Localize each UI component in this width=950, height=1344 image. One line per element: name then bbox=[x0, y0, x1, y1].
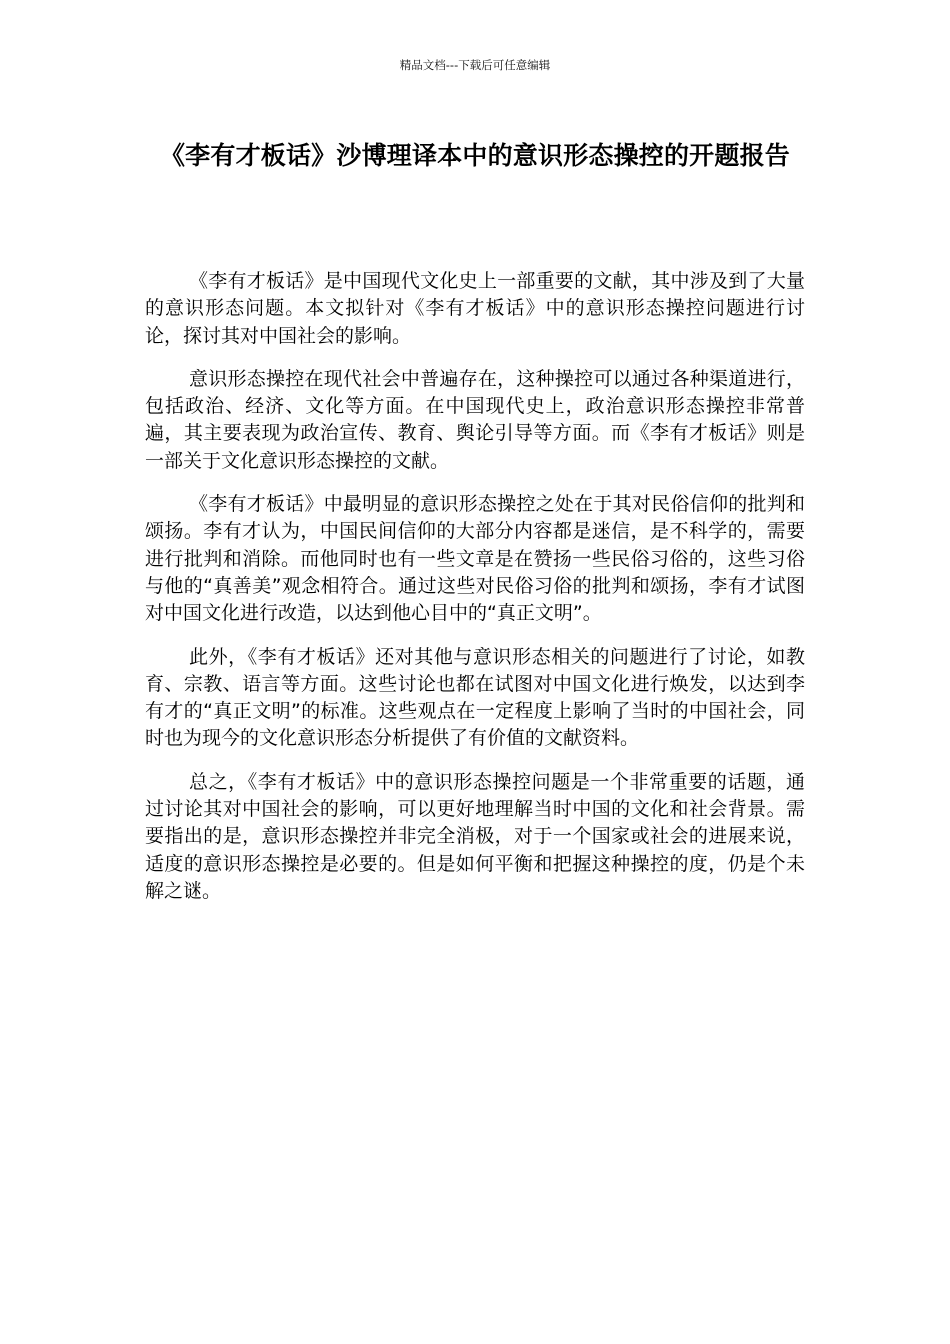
paragraph-5: 总之，《李有才板话》中的意识形态操控问题是一个非常重要的话题，通过讨论其对中国社会的影响，可以更好地理解当时中国的文化和社会背景。需要指出的是，意识形态操控并非完全消极，对于一个国家或社会的进展来说，适度的意识形态操控是必要的。但是如何平衡和把握这种操控的度，仍是个未解之谜。 bbox=[145, 770, 805, 902]
page-header: 精品文档---下载后可任意编辑 bbox=[399, 58, 551, 72]
paragraph-1: 《李有才板话》是中国现代文化史上一部重要的文献，其中涉及到了大量的意识形态问题。本文拟针对《李有才板话》中的意识形态操控问题进行讨论，探讨其对中国社会的影响。 bbox=[145, 270, 805, 347]
paragraph-4: 此外，《李有才板话》还对其他与意识形态相关的问题进行了讨论，如教育、宗教、语言等方面。这些讨论也都在试图对中国文化进行焕发，以达到李有才的“真正文明”的标准。这些观点在一定程度上影响了当时的中国社会，同时也为现今的文化意识形态分析提供了有价值的文献资料。 bbox=[145, 645, 805, 750]
document-body bbox=[145, 268, 805, 921]
document-title: 《李有才板话》沙博理译本中的意识形态操控的开题报告 bbox=[159, 141, 790, 170]
paragraph-3: 《李有才板话》中最明显的意识形态操控之处在于其对民俗信仰的批判和颂扬。李有才认为，中国民间信仰的大部分内容都是迷信，是不科学的，需要进行批判和消除。而他同时也有一些文章是在赞扬一些民俗习俗的，这些习俗与他的“真善美”观念相符合。通过这些对民俗习俗的批判和颂扬，李有才试图对中国文化进行改造，以达到他心目中的“真正文明”。 bbox=[145, 493, 805, 625]
paragraph-2: 意识形态操控在现代社会中普遍存在，这种操控可以通过各种渠道进行，包括政治、经济、文化等方面。在中国现代史上，政治意识形态操控非常普遍，其主要表现为政治宣传、教育、舆论引导等方面。而《李有才板话》则是一部关于文化意识形态操控的文献。 bbox=[145, 367, 805, 472]
